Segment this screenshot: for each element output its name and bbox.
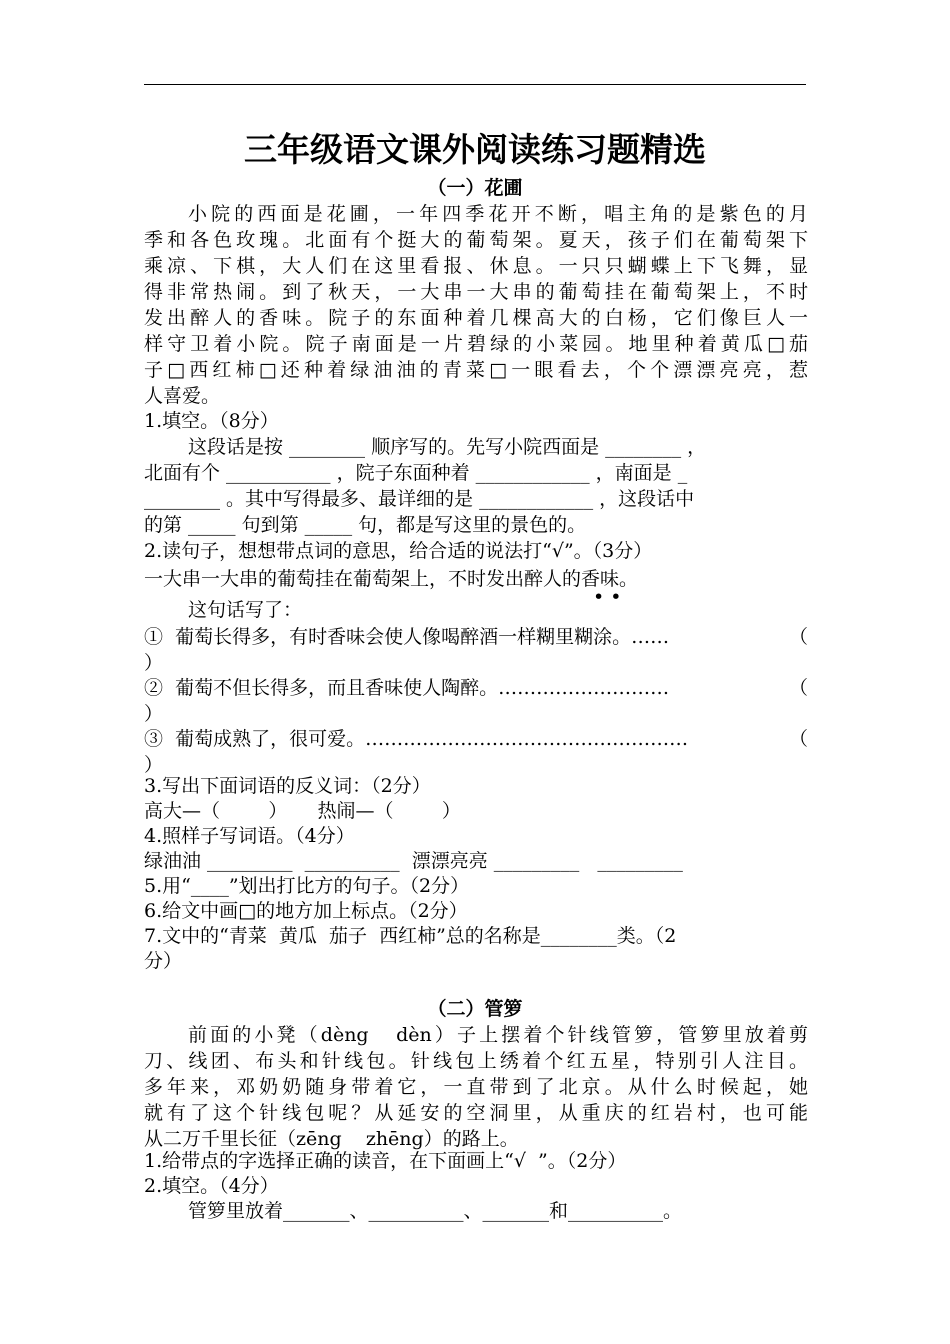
section1-heading: （一）花圃 — [427, 177, 523, 199]
question3-line: 高大—（ ） 热闹—（ ） — [144, 800, 461, 822]
passage2-line: 就有了这个针线包呢？从延安的空洞里，从重庆的红岩村，也可能 — [144, 1102, 808, 1124]
option-close-paren: ） — [144, 652, 164, 674]
option-text: ③ 葡萄成熟了，很可爱。…………………………………………… — [144, 728, 689, 750]
question7: 7.文中的“青菜 黄瓜 茄子 西红柿”总的名称是________类。（2 — [144, 925, 677, 947]
question1-title: 1.填空。（8分） — [144, 410, 279, 432]
question2-sentence: 一大串一大串的葡萄挂在葡萄架上，不时发出醉人的香味。 — [144, 568, 639, 590]
section2-heading: （二）管箩 — [427, 998, 523, 1020]
option-open-paren: （ — [788, 626, 808, 648]
option-open-paren: （ — [788, 677, 808, 699]
option-open-paren: （ — [788, 728, 808, 750]
option-close-paren: ） — [144, 703, 164, 725]
option-text: ② 葡萄不但长得多，而且香味使人陶醉。……………………… — [144, 677, 670, 699]
emphasis-dots: • • — [593, 586, 622, 608]
question2-title: 2.读句子，想想带点词的意思，给合适的说法打“√”。（3分） — [144, 540, 653, 562]
passage2-line: 刀、线团、布头和针线包。针线包上绣着个红五星，特别引人注目。 — [144, 1050, 808, 1072]
question2-prompt: 这句话写了： — [188, 599, 303, 621]
question6: 6.给文中画□的地方加上标点。（2分） — [144, 900, 468, 922]
passage2-line: 多年来，邓奶奶随身带着它，一直带到了北京。从什么时候起，她 — [144, 1076, 808, 1098]
passage1-line: 人喜爱。 — [144, 385, 221, 407]
s2-question2-line: 管箩里放着_______、__________、_______和__________。 — [188, 1200, 683, 1222]
question5: 5.用“____”划出打比方的句子。（2分） — [144, 875, 470, 897]
question1-line: 的第 _____ 句到第 _____ 句，都是写这里的景色的。 — [144, 514, 587, 536]
option-text: ① 葡萄长得多，有时香味会使人像喝醉酒一样糊里糊涂。…… — [144, 626, 670, 648]
passage2-line: 前面的小凳（dèng dèn）子上摆着个针线管箩，管箩里放着剪 — [188, 1024, 808, 1046]
passage1-line: 得非常热闹。到了秋天，一大串一大串的葡萄挂在葡萄架上，不时 — [144, 281, 808, 303]
header-rule — [144, 84, 806, 85]
passage1-line: 季和各色玫瑰。北面有个挺大的葡萄架。夏天，孩子们在葡萄架下 — [144, 229, 808, 251]
question3-title: 3.写出下面词语的反义词：（2分） — [144, 775, 431, 797]
page-title: 三年级语文课外阅读练习题精选 — [244, 130, 706, 169]
passage1-line: 乘凉、下棋，大人们在这里看报、休息。一只只蝴蝶上下飞舞，显 — [144, 255, 808, 277]
passage1-line: 样守卫着小院。院子南面是一片碧绿的小菜园。地里种着黄瓜□茄 — [144, 333, 808, 355]
passage2-line: 从二万千里长征（zēng zhēng）的路上。 — [144, 1128, 519, 1150]
question4-line: 绿油油 _________ __________ 漂漂亮亮 _________ _________ — [144, 850, 683, 872]
option-close-paren: ） — [144, 754, 164, 776]
question7-cont: 分） — [144, 950, 183, 972]
s2-question1: 1.给带点的字选择正确的读音，在下面画上“√ ”。（2分） — [144, 1150, 627, 1172]
question1-line: 北面有个 ___________ ，院子东面种着 ____________ ，南面是 _ — [144, 462, 688, 484]
question1-line: ________ 。其中写得最多、最详细的是 ____________ ，这段话中 — [144, 488, 695, 510]
passage1-line: 小院的西面是花圃，一年四季花开不断，唱主角的是紫色的月 — [188, 203, 808, 225]
passage1-line: 子□西红柿□还种着绿油油的青菜□一眼看去，个个漂漂亮亮，惹 — [144, 359, 808, 381]
passage1-line: 发出醉人的香味。院子的东面种着几棵高大的白杨，它们像巨人一 — [144, 307, 808, 329]
s2-question2-title: 2.填空。（4分） — [144, 1175, 279, 1197]
question4-title: 4.照样子写词语。（4分） — [144, 825, 355, 847]
question1-line: 这段话是按 ________ 顺序写的。先写小院西面是 ________ ， — [188, 436, 707, 458]
